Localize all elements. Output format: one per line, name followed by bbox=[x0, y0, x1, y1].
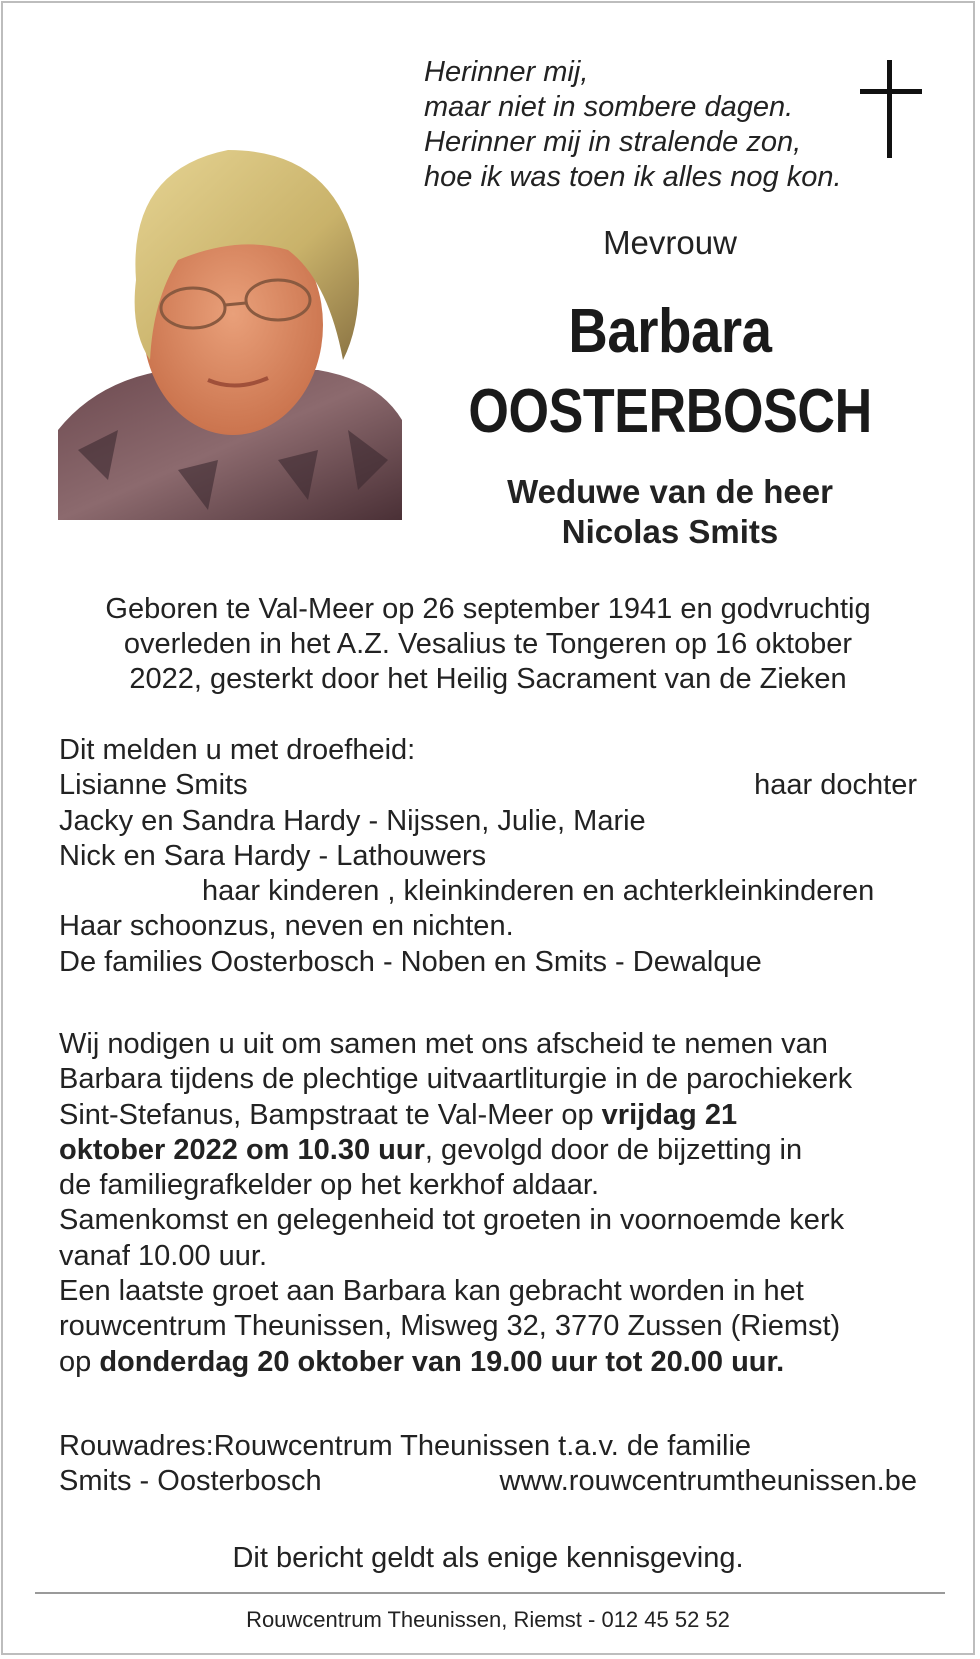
mourning-address bbox=[59, 1429, 917, 1500]
invite-line: Samenkomst en gelegenheid tot groeten in voornoemde kerk bbox=[59, 1204, 845, 1237]
grandchildren-line: haar kinderen , kleinkinderen en achterkleinkinderen bbox=[202, 875, 875, 908]
invite-line: Barbara tijdens de plechtige uitvaartliturgie in de parochiekerk bbox=[59, 1063, 853, 1096]
notice-line: Dit bericht geldt als enige kennisgeving. bbox=[232, 1542, 744, 1574]
poem-line: hoe ik was toen ik alles nog kon. bbox=[424, 161, 842, 193]
address-line: Rouwadres:Rouwcentrum Theunissen t.a.v. de familie bbox=[59, 1430, 752, 1462]
address-row bbox=[59, 1464, 917, 1499]
daughter-row bbox=[59, 768, 917, 803]
family-line: Jacky en Sandra Hardy - Nijssen, Julie, Marie bbox=[59, 804, 646, 837]
families-line: De families Oosterbosch - Noben en Smits - Dewalque bbox=[59, 945, 762, 978]
poem bbox=[424, 55, 842, 195]
birth-death-details bbox=[40, 592, 936, 697]
invite-text: Sint-Stefanus, Bampstraat te Val-Meer op bbox=[59, 1098, 602, 1131]
birth-line: Geboren te Val-Meer op 26 september 1941 en godvruchtig bbox=[105, 593, 871, 625]
cross-icon bbox=[860, 60, 922, 158]
funeral-date: vrijdag 21 bbox=[601, 1098, 738, 1131]
portrait-photo bbox=[58, 130, 402, 520]
invite-text: op bbox=[59, 1345, 100, 1378]
widow-line: Weduwe van de heer bbox=[507, 473, 833, 510]
divider bbox=[35, 1592, 945, 1594]
poem-line: Herinner mij in stralende zon, bbox=[424, 126, 802, 158]
invite-line bbox=[59, 1133, 929, 1168]
invite-line: rouwcentrum Theunissen, Misweg 32, 3770 Zussen (Riemst) bbox=[59, 1310, 841, 1343]
website-link[interactable]: www.rouwcentrumtheunissen.be bbox=[499, 1465, 917, 1498]
spouse-name: Nicolas Smits bbox=[561, 513, 779, 550]
mourners-list bbox=[59, 733, 917, 980]
funeral-datetime: oktober 2022 om 10.30 uur bbox=[59, 1133, 425, 1166]
poem-line: Herinner mij, bbox=[424, 56, 589, 88]
deceased-first-name: Barbara bbox=[568, 297, 772, 366]
invite-line bbox=[59, 1345, 929, 1380]
footer: Rouwcentrum Theunissen, Riemst - 012 45 52 52 bbox=[246, 1607, 730, 1632]
visitation-datetime: donderdag 20 oktober van 19.00 uur tot 20.00 uur. bbox=[99, 1345, 785, 1378]
daughter-name: Lisianne Smits bbox=[59, 769, 248, 802]
invite-line: Een laatste groet aan Barbara kan gebracht worden in het bbox=[59, 1275, 804, 1308]
family-line: Nick en Sara Hardy - Lathouwers bbox=[59, 839, 487, 872]
invite-line: vanaf 10.00 uur. bbox=[59, 1239, 267, 1272]
widow-of bbox=[430, 472, 910, 552]
relatives-line: Haar schoonzus, neven en nichten. bbox=[59, 910, 514, 943]
deceased-last-name: OOSTERBOSCH bbox=[468, 377, 872, 446]
funeral-invitation bbox=[59, 1027, 929, 1380]
address-family: Smits - Oosterbosch bbox=[59, 1465, 322, 1498]
invite-line bbox=[59, 1098, 929, 1133]
invite-line: Wij nodigen u uit om samen met ons afscheid te nemen van bbox=[59, 1028, 828, 1060]
announce-intro: Dit melden u met droefheid: bbox=[59, 734, 416, 766]
daughter-role: haar dochter bbox=[754, 769, 917, 802]
birth-line: 2022, gesterkt door het Heilig Sacrament van de Zieken bbox=[129, 663, 847, 695]
poem-line: maar niet in sombere dagen. bbox=[424, 91, 794, 123]
invite-line: de familiegrafkelder op het kerkhof aldaar. bbox=[59, 1169, 600, 1202]
invite-text: , gevolgd door de bijzetting in bbox=[424, 1133, 803, 1166]
salutation: Mevrouw bbox=[603, 224, 737, 261]
birth-line: overleden in het A.Z. Vesalius te Tongeren op 16 oktober bbox=[123, 628, 853, 660]
